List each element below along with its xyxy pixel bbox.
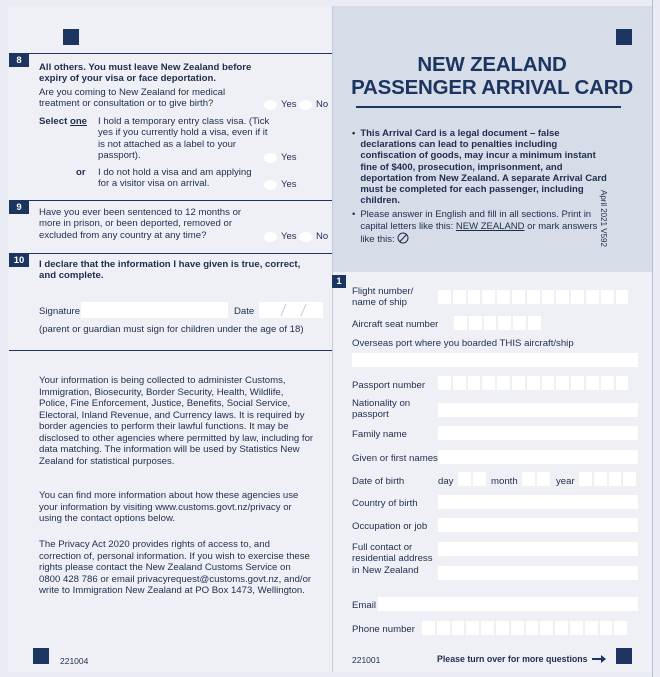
select-one-label: Select one — [39, 116, 88, 127]
character-box[interactable] — [585, 621, 598, 635]
q8-question: Are you coming to New Zealand for medical treatment or consultation or to give birth? — [39, 87, 226, 110]
dob-month-field[interactable] — [522, 472, 550, 486]
character-box[interactable] — [468, 290, 481, 304]
character-box[interactable] — [511, 621, 524, 635]
signature-label: Signature — [39, 306, 81, 317]
character-box[interactable] — [601, 376, 614, 390]
q8-option1-text: I hold a temporary entry class visa. (Tick yes if you currently hold a visa, even if it is not attached as a label to your passport). — [98, 116, 270, 161]
right-form-code: 221001 — [352, 655, 381, 665]
q8-option1-yes[interactable] — [264, 152, 297, 163]
dob-year-field[interactable] — [579, 472, 636, 486]
form-version-code: April 2021 V592 — [599, 190, 608, 247]
email-field[interactable] — [378, 597, 638, 611]
q9-yes-label: Yes — [281, 231, 297, 242]
character-box[interactable] — [453, 290, 466, 304]
character-box[interactable] — [496, 621, 509, 635]
dob-label: Date of birth — [352, 476, 405, 487]
q9-yes-option[interactable] — [264, 231, 297, 242]
phone-number-field[interactable] — [422, 621, 627, 635]
section-number-1: 1 — [332, 275, 346, 288]
divider — [9, 350, 332, 351]
q9-question: Have you ever been sentenced to 12 months or more in prison, or been deported, removed or excluded from any country at any time? — [39, 207, 242, 241]
character-box[interactable] — [556, 376, 569, 390]
character-box[interactable] — [482, 290, 495, 304]
character-box[interactable] — [466, 621, 479, 635]
character-box[interactable] — [556, 290, 569, 304]
character-box[interactable] — [498, 316, 511, 330]
passport-label: Passport number — [352, 380, 426, 391]
corner-marker — [616, 648, 632, 664]
q8-yes-label: Yes — [281, 99, 297, 110]
instructions — [352, 128, 614, 248]
character-box[interactable] — [540, 621, 553, 635]
character-box[interactable] — [586, 376, 599, 390]
character-box[interactable] — [438, 376, 451, 390]
tick-mark-icon — [397, 232, 409, 244]
character-box[interactable] — [579, 472, 592, 486]
month-label: month — [491, 476, 518, 487]
q8-heading: All others. You must leave New Zealand before expiry of your visa or face deportation. — [39, 62, 252, 85]
card-title-line2: PASSENGER ARRIVAL CARD — [351, 76, 633, 99]
or-label: or — [76, 167, 86, 178]
character-box[interactable] — [452, 621, 465, 635]
flight-label: Flight number/ name of ship — [352, 286, 414, 309]
character-box[interactable] — [481, 621, 494, 635]
country-of-birth-field[interactable] — [438, 495, 638, 509]
country-of-birth-label: Country of birth — [352, 498, 418, 509]
privacy-paragraph-1: Your information is being collected to administer Customs, Immigration, Biosecurity, Border Security, Health, Wildlife, Police, Fine Enforcement, Justice, Benefits, Social Service, Electoral, Inland Revenue, and Currency laws. It is required by border agencies to perform their lawful functions. It may be disclosed to other agencies where permitted by law, including for data matching. The information will be used by Statistics New Zealand for statistical purposes. — [39, 375, 314, 467]
passport-number-field[interactable] — [438, 376, 628, 390]
character-box[interactable] — [458, 472, 471, 486]
q8-option2-text: I do not hold a visa and am applying for a visitor visa on arrival. — [98, 167, 252, 190]
character-box[interactable] — [527, 376, 540, 390]
date-field[interactable] — [259, 302, 323, 318]
radio-button[interactable] — [299, 100, 312, 110]
character-box[interactable] — [497, 376, 510, 390]
character-box[interactable] — [512, 376, 525, 390]
character-box[interactable] — [453, 376, 466, 390]
given-names-label: Given or first names — [352, 453, 438, 464]
character-box[interactable] — [616, 290, 629, 304]
section-number-9: 9 — [9, 201, 29, 214]
character-box[interactable] — [438, 290, 451, 304]
character-box[interactable] — [571, 290, 584, 304]
edge-line — [652, 0, 653, 677]
guardian-note: (parent or guardian must sign for children under the age of 18) — [39, 324, 304, 335]
character-box[interactable] — [601, 290, 614, 304]
divider — [9, 53, 332, 54]
address-field-line2[interactable] — [438, 566, 638, 580]
radio-button[interactable] — [299, 232, 312, 242]
character-box[interactable] — [542, 376, 555, 390]
q8-yes-option[interactable] — [264, 99, 297, 110]
character-box[interactable] — [542, 290, 555, 304]
instruction-legal: • This Arrival Card is a legal document – false declarations can lead to penalties including confiscation of goods, may incur a minimum instant fine of $400, prosecution, imprisonment, and deportation from New Zealand. A separate Arrival Card must be completed for each passenger, including children. — [352, 128, 607, 207]
option2-yes-label: Yes — [281, 179, 297, 190]
radio-button[interactable] — [264, 232, 277, 242]
port-label: Overseas port where you boarded THIS aircraft/ship — [352, 338, 574, 349]
character-box[interactable] — [609, 472, 622, 486]
date-label: Date — [234, 306, 255, 317]
q9-no-option[interactable] — [299, 231, 328, 242]
flight-number-field[interactable] — [438, 290, 628, 304]
character-box[interactable] — [497, 290, 510, 304]
instruction-answer: • Please answer in English and fill in all sections. Print in capital letters like this: NEW ZEALAND or mark answers like this: — [352, 209, 598, 245]
section-number-8: 8 — [9, 54, 29, 67]
character-box[interactable] — [468, 376, 481, 390]
date-separators — [259, 302, 323, 318]
corner-marker — [616, 29, 632, 45]
port-field[interactable] — [352, 353, 638, 367]
signature-field[interactable] — [81, 302, 228, 318]
privacy-paragraph-2: You can find more information about how these agencies use your information by visiting www.customs.govt.nz/privacy or using the contact options below. — [39, 490, 299, 524]
character-box[interactable] — [437, 621, 450, 635]
character-box[interactable] — [623, 472, 636, 486]
character-box[interactable] — [469, 316, 482, 330]
radio-button[interactable] — [264, 153, 277, 163]
q8-no-option[interactable] — [299, 99, 328, 110]
address-field-line1[interactable] — [438, 542, 638, 556]
radio-button[interactable] — [264, 100, 277, 110]
radio-button[interactable] — [264, 180, 277, 190]
q10-declaration: I declare that the information I have given is true, correct, and complete. — [39, 259, 301, 282]
character-box[interactable] — [473, 472, 486, 486]
character-box[interactable] — [526, 621, 539, 635]
card-title-line1: NEW ZEALAND — [417, 53, 567, 76]
character-box[interactable] — [512, 290, 525, 304]
character-box[interactable] — [422, 621, 435, 635]
character-box[interactable] — [570, 621, 583, 635]
day-label: day — [438, 476, 454, 487]
corner-marker — [33, 648, 49, 664]
character-box[interactable] — [528, 316, 541, 330]
character-box[interactable] — [555, 621, 568, 635]
character-box[interactable] — [616, 376, 629, 390]
turn-over-note: Please turn over for more questions — [437, 654, 606, 664]
character-box[interactable] — [527, 290, 540, 304]
q9-no-label: No — [316, 231, 329, 242]
email-label: Email — [352, 600, 376, 611]
given-names-field[interactable] — [438, 450, 638, 464]
q8-no-label: No — [316, 99, 329, 110]
character-box[interactable] — [586, 290, 599, 304]
character-box[interactable] — [600, 621, 613, 635]
arrow-right-icon — [592, 655, 606, 663]
character-box[interactable] — [522, 472, 535, 486]
fold-line — [332, 6, 333, 672]
address-label: Full contact or residential address in New Zealand — [352, 542, 433, 576]
nationality-field[interactable] — [438, 403, 638, 417]
character-box[interactable] — [482, 376, 495, 390]
divider — [9, 200, 332, 201]
occupation-field[interactable] — [438, 518, 638, 532]
character-box[interactable] — [537, 472, 550, 486]
privacy-paragraph-3: The Privacy Act 2020 provides rights of access to, and correction of, personal information. If you wish to exercise these rights please contact the New Zealand Customs Service on 0800 428 786 or email privacyrequest@customs.govt.nz, and/or write to Immigration New Zealand at PO Box 1473, Wellington. — [39, 539, 312, 596]
character-box[interactable] — [594, 472, 607, 486]
section-number-10: 10 — [9, 254, 29, 267]
option1-yes-label: Yes — [281, 152, 297, 163]
nationality-label: Nationality on passport — [352, 398, 411, 421]
seat-number-field[interactable] — [454, 316, 541, 330]
character-box[interactable] — [571, 376, 584, 390]
seat-label: Aircraft seat number — [352, 319, 439, 330]
character-box[interactable] — [513, 316, 526, 330]
character-box[interactable] — [484, 316, 497, 330]
divider — [9, 253, 332, 254]
dob-day-field[interactable] — [458, 472, 486, 486]
character-box[interactable] — [454, 316, 467, 330]
family-name-label: Family name — [352, 429, 407, 440]
character-box[interactable] — [614, 621, 627, 635]
left-form-code: 221004 — [60, 656, 89, 666]
corner-marker — [63, 29, 79, 45]
title-underline — [356, 106, 621, 108]
phone-label: Phone number — [352, 624, 415, 635]
q8-option2-yes[interactable] — [264, 179, 297, 190]
family-name-field[interactable] — [438, 426, 638, 440]
occupation-label: Occupation or job — [352, 521, 428, 532]
year-label: year — [556, 476, 575, 487]
